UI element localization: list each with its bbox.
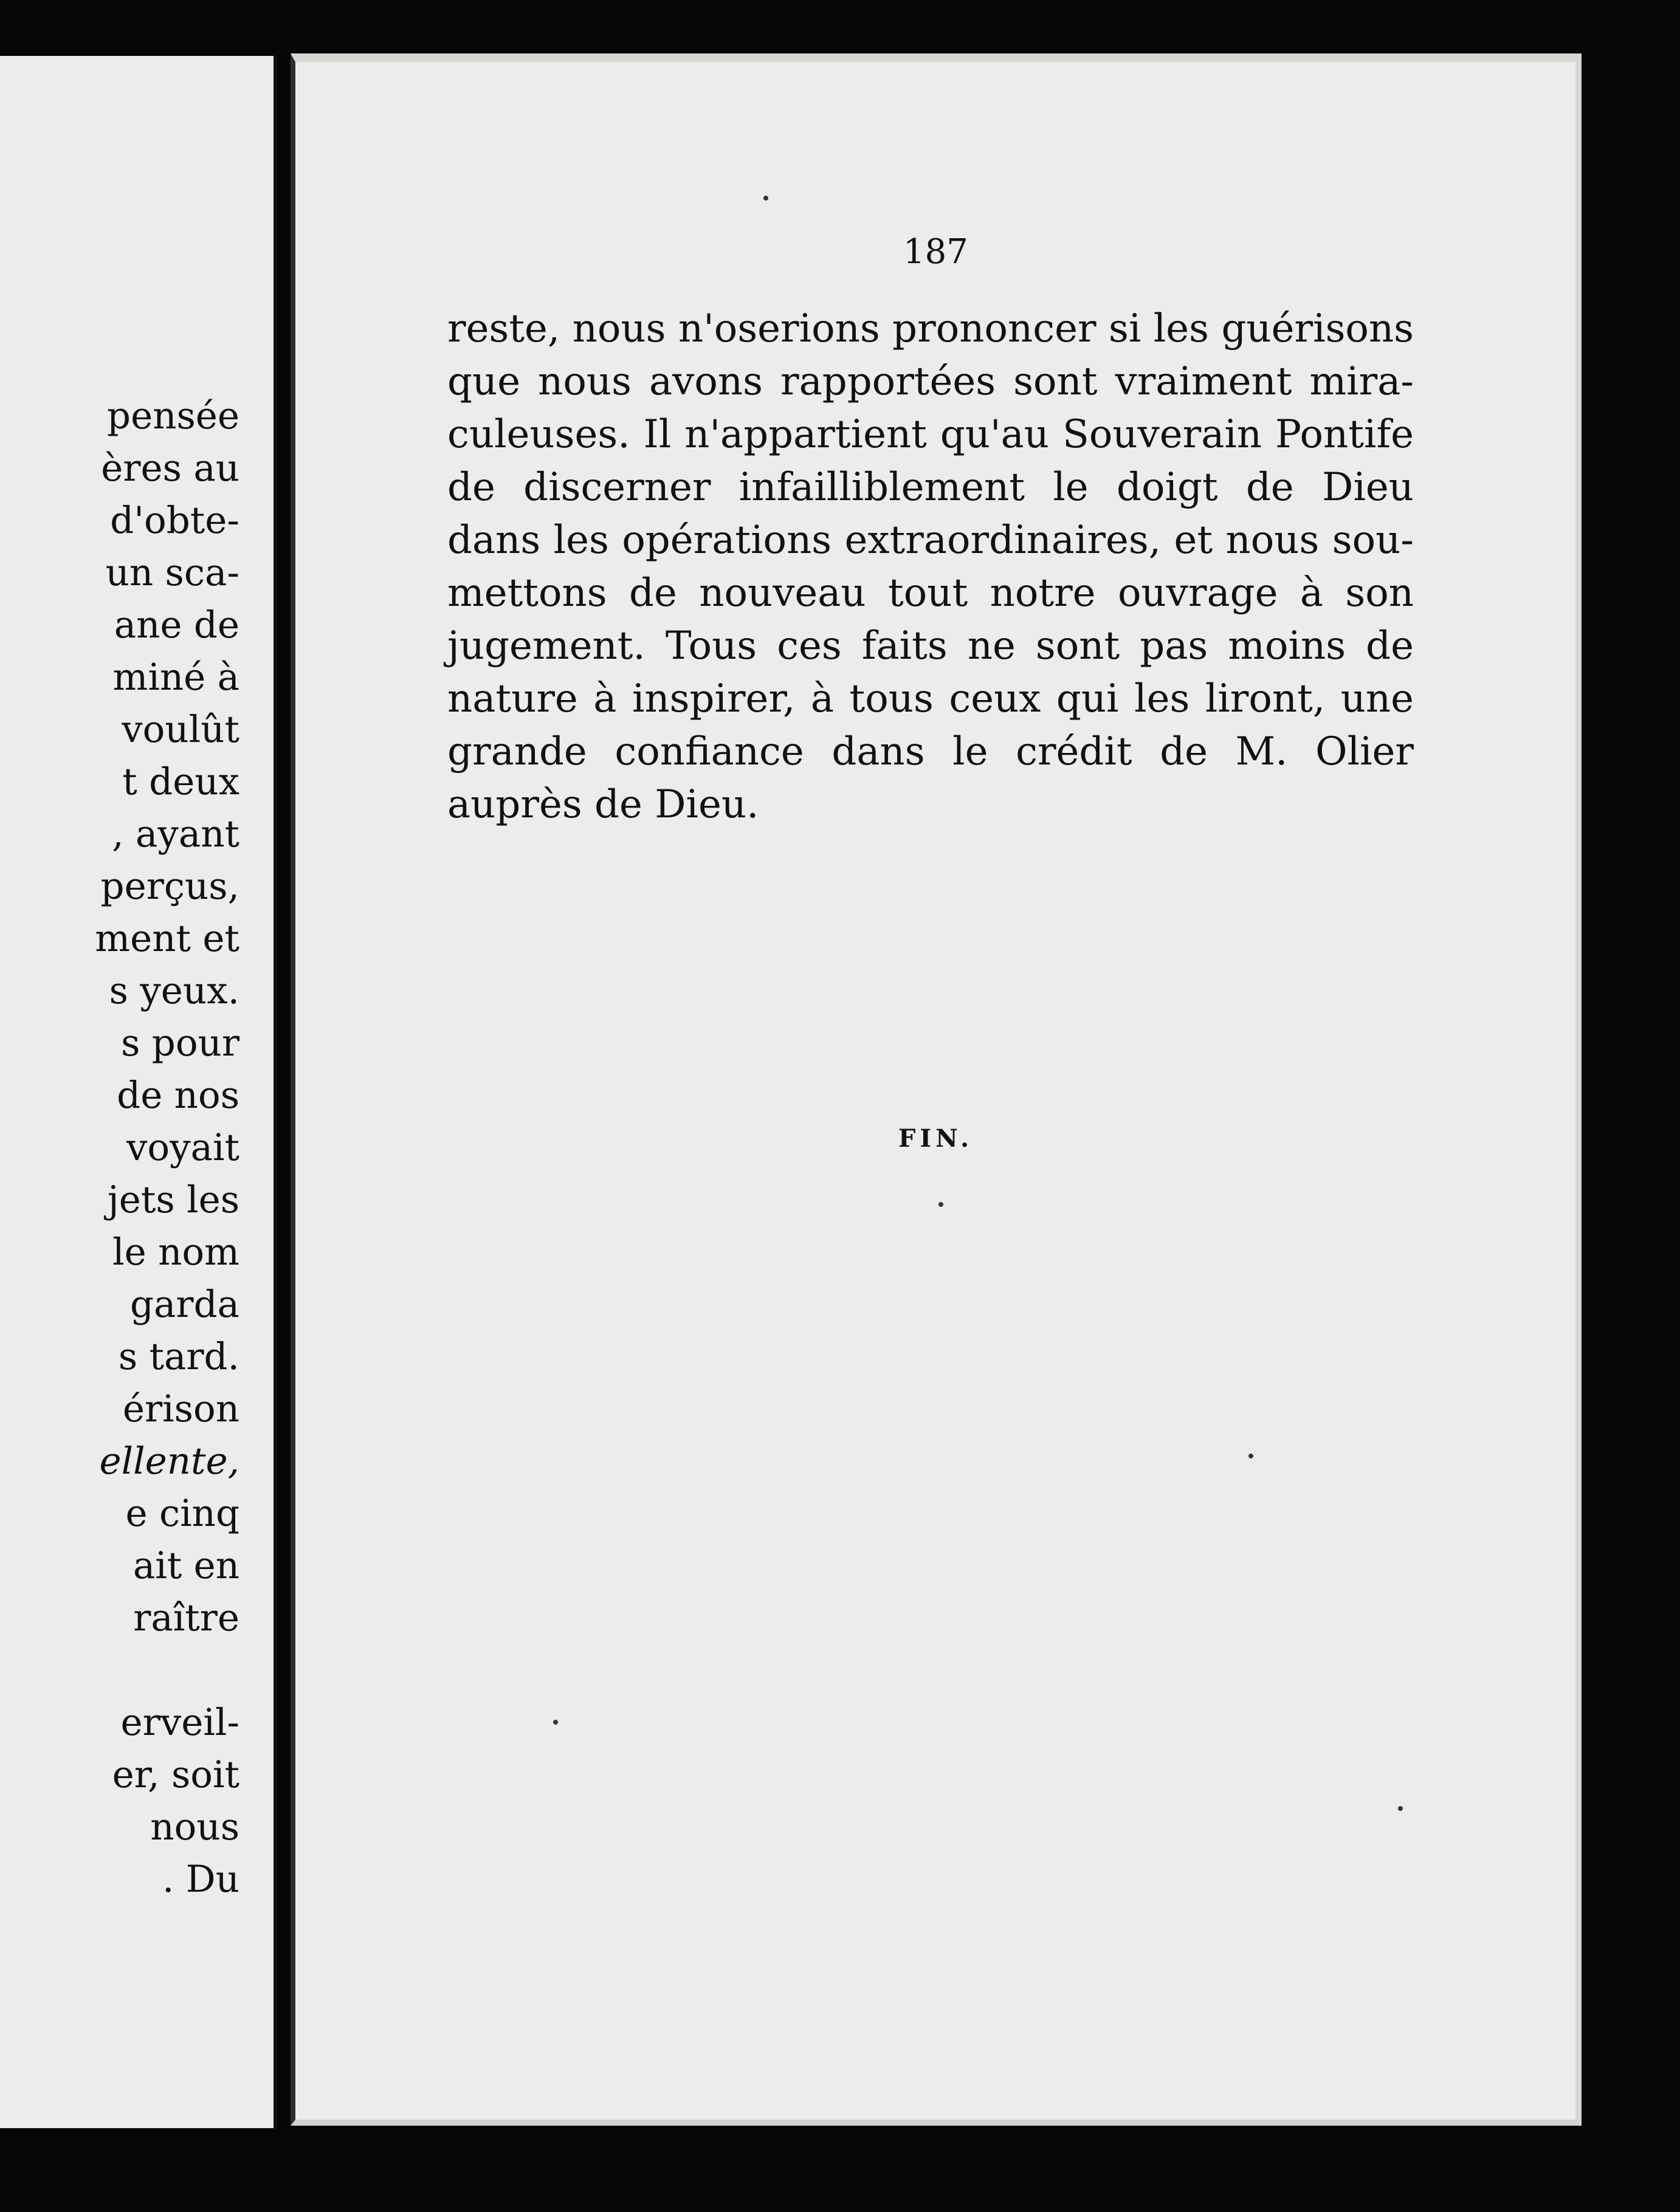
left-page-line: voulût [122,708,239,751]
left-page-line: un sca- [105,551,239,594]
paper-speck [553,1720,558,1725]
left-page-line: nous [150,1805,239,1849]
paragraph-line: que nous avons rapportées sont vraiment mira- [447,359,1414,404]
paragraph-line: de discerner infailliblement le doigt de Dieu [447,465,1414,510]
end-mark: FIN. [898,1124,974,1153]
left-page-line: ères au [101,447,239,490]
left-page-line: s pour [121,1022,239,1065]
paper-speck [1398,1806,1403,1811]
left-page-line: de nos [117,1074,239,1117]
left-page-line: le nom [112,1231,239,1274]
right-page [291,53,1582,2126]
paragraph-line: reste, nous n'oserions prononcer si les guérisons [447,306,1414,351]
left-page-line: pensée [107,394,239,438]
left-page-blank-line [0,1644,239,1697]
left-page-line: e cinq [125,1492,239,1535]
left-page-line: er, soit [112,1753,239,1796]
left-page-text [0,390,239,1906]
left-page [0,56,277,2128]
left-page-line: t deux [122,760,239,803]
paper-speck [1248,1454,1253,1458]
left-page-line: , ayant [112,812,239,856]
left-page-line: ane de [114,603,239,647]
paragraph-line: culeuses. Il n'appartient qu'au Souverain Pontife [447,412,1414,457]
paragraph-last-line: auprès de Dieu. [447,782,759,827]
left-page-line: s tard. [118,1335,239,1378]
left-page-line-italic: ellente, [99,1440,239,1483]
left-page-line: ment et [95,917,239,960]
left-page-line: garda [130,1283,239,1326]
paper-speck [763,196,768,201]
paper-speck [938,1202,943,1207]
left-page-line: jets les [107,1178,239,1221]
left-page-line: raître [133,1596,239,1640]
left-page-line: miné à [112,656,239,699]
book-gutter [277,56,291,2128]
left-page-line: erveil- [120,1701,239,1744]
left-page-line: voyait [126,1126,239,1169]
left-page-line: . Du [162,1858,239,1901]
left-page-line: érison [122,1387,239,1431]
paragraph-line: jugement. Tous ces faits ne sont pas moins de [447,623,1414,668]
left-page-line: s yeux. [109,969,239,1012]
paragraph-line: mettons de nouveau tout notre ouvrage à son [447,571,1414,616]
left-page-line: d'obte- [110,499,239,542]
paragraph-line: dans les opérations extraordinaires, et nous sou- [447,518,1414,563]
paragraph-line: nature à inspirer, à tous ceux qui les liront, une [447,676,1414,721]
page-number: 187 [903,232,968,272]
left-page-line: perçus, [100,865,239,908]
body-paragraph [447,303,1414,831]
paragraph-line: grande confiance dans le crédit de M. Olier [447,729,1414,774]
left-page-line: ait en [133,1544,239,1587]
